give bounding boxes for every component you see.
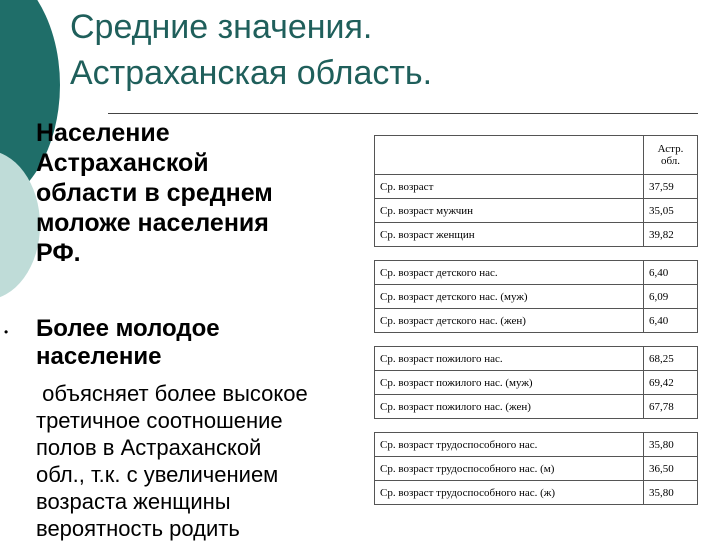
row-label: Ср. возраст женщин <box>375 223 644 247</box>
left-text-column <box>4 118 366 542</box>
bullet-item <box>4 315 366 542</box>
table-row <box>375 347 698 371</box>
row-value: 68,25 <box>644 347 698 371</box>
row-value: 6,40 <box>644 309 698 333</box>
bullet-heading-line: Более молодое <box>36 315 220 342</box>
table-row <box>375 433 698 457</box>
table-header-cell <box>375 136 644 175</box>
row-value: 35,80 <box>644 433 698 457</box>
row-label: Ср. возраст детского нас. (муж) <box>375 285 644 309</box>
summary-line: Население <box>36 119 170 147</box>
row-label: Ср. возраст мужчин <box>375 199 644 223</box>
row-value: 6,40 <box>644 261 698 285</box>
table-row <box>375 309 698 333</box>
averages-table <box>374 135 698 505</box>
row-label: Ср. возраст трудоспособного нас. (м) <box>375 457 644 481</box>
table-row <box>375 395 698 419</box>
row-label: Ср. возраст <box>375 175 644 199</box>
summary-paragraph <box>36 118 366 268</box>
row-label: Ср. возраст пожилого нас. <box>375 347 644 371</box>
table-row <box>375 199 698 223</box>
table-row <box>375 457 698 481</box>
table-row <box>375 371 698 395</box>
row-label: Ср. возраст детского нас. <box>375 261 644 285</box>
table-row <box>375 223 698 247</box>
summary-line: РФ. <box>36 239 81 267</box>
table-spacer <box>375 333 698 347</box>
table-row <box>375 481 698 505</box>
row-label: Ср. возраст трудоспособного нас. (ж) <box>375 481 644 505</box>
bullet-body-line: обл., т.к. с увеличением <box>36 462 279 487</box>
table-row <box>375 175 698 199</box>
row-value: 6,09 <box>644 285 698 309</box>
bullet-body <box>36 380 366 542</box>
row-value: 36,50 <box>644 457 698 481</box>
row-value: 35,80 <box>644 481 698 505</box>
row-value: 69,42 <box>644 371 698 395</box>
table-spacer <box>375 247 698 261</box>
table-header-region: Астр. обл. <box>644 136 698 175</box>
bullet-body-line: вероятность родить <box>36 516 240 541</box>
title-line-1: Средние значения. <box>70 8 373 46</box>
table-row <box>375 285 698 309</box>
summary-line: моложе населения <box>36 209 269 237</box>
summary-line: области в среднем <box>36 179 273 207</box>
table-row <box>375 261 698 285</box>
table-spacer <box>375 419 698 433</box>
row-label: Ср. возраст пожилого нас. (муж) <box>375 371 644 395</box>
row-value: 39,82 <box>644 223 698 247</box>
row-label: Ср. возраст детского нас. (жен) <box>375 309 644 333</box>
bullet-body-line: возраста женщины <box>36 489 231 514</box>
row-label: Ср. возраст пожилого нас. (жен) <box>375 395 644 419</box>
row-value: 67,78 <box>644 395 698 419</box>
table-header-row <box>375 136 698 175</box>
slide-title <box>70 4 432 96</box>
bullet-body-line: полов в Астраханской <box>36 435 262 460</box>
row-value: 37,59 <box>644 175 698 199</box>
bullet-heading <box>36 315 366 371</box>
bullet-heading-line: население <box>36 343 162 370</box>
row-value: 35,05 <box>644 199 698 223</box>
summary-line: Астраханской <box>36 149 209 177</box>
bullet-body-line: объясняет более высокое <box>36 381 308 406</box>
bullet-body-line: третичное соотношение <box>36 408 283 433</box>
title-divider <box>108 113 698 114</box>
row-label: Ср. возраст трудоспособного нас. <box>375 433 644 457</box>
bullet-dot-icon: • <box>4 325 9 339</box>
title-line-2: Астраханская область. <box>70 54 433 92</box>
